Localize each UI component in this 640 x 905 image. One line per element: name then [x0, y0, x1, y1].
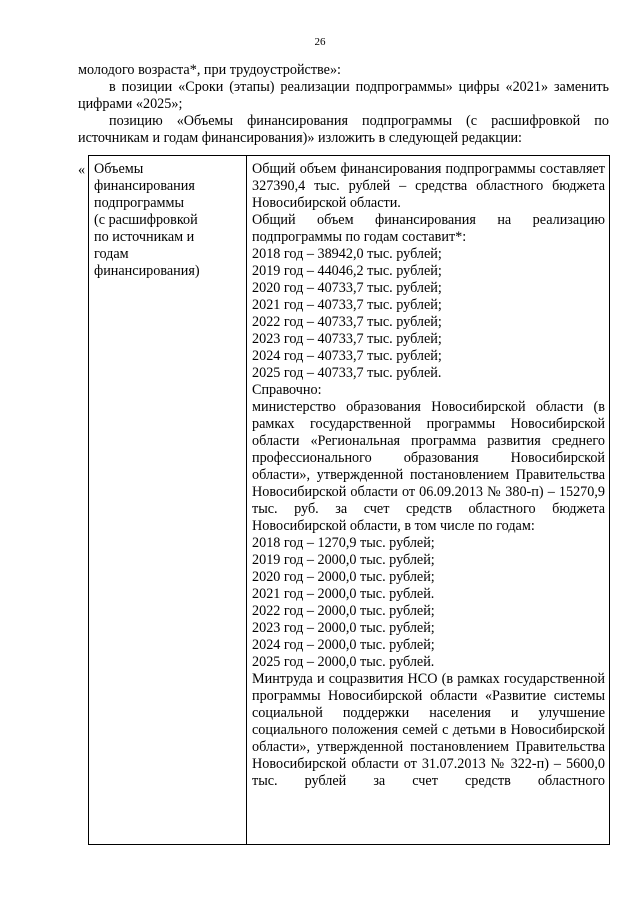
table-row	[89, 156, 610, 845]
page-number: 26	[314, 36, 326, 48]
education-year-line: 2020 год – 2000,0 тыс. рублей;	[252, 569, 435, 585]
by-years-intro: Общий объем финансирования на реализацию подпрограммы по годам составит*:	[252, 212, 605, 245]
education-year-line: 2023 год – 2000,0 тыс. рублей;	[252, 620, 435, 636]
intro-text	[78, 62, 609, 147]
year-line: 2022 год – 40733,7 тыс. рублей;	[252, 314, 442, 330]
position-name-line: (с расшифровкой	[94, 212, 198, 228]
position-name-line: подпрограммы	[94, 195, 184, 211]
intro-line-2: в позиции «Сроки (этапы) реализации подпрограммы» цифры «2021» заменить цифрами «2025»;	[78, 79, 609, 112]
year-line: 2023 год – 40733,7 тыс. рублей;	[252, 331, 442, 347]
education-year-line: 2022 год – 2000,0 тыс. рублей;	[252, 603, 435, 619]
intro-line-3: позицию «Объемы финансирования подпрограммы (с расшифровкой по источникам и годам финансирования)» изложить в следующей редакции:	[78, 113, 609, 146]
position-name-line: Объемы	[94, 161, 144, 177]
education-year-line: 2018 год – 1270,9 тыс. рублей;	[252, 535, 435, 551]
financing-details-cell	[247, 156, 610, 845]
intro-line-1: молодого возраста*, при трудоустройстве»:	[78, 62, 341, 78]
year-line: 2018 год – 38942,0 тыс. рублей;	[252, 246, 442, 262]
position-name-line: годам	[94, 246, 129, 262]
ministry-education-text: министерство образования Новосибирской области (в рамках государственной программы Новосибирской области «Региональная программа развития среднего профессионального образования Новосибирской области», утвержденной постановлением Правительства Новосибирской области от 06.09.2013 № 380-п) – 15270,9 тыс. руб. за счет средств областного бюджета Новосибирской области, в том числе по годам:	[252, 399, 605, 534]
opening-quote-mark: «	[78, 162, 86, 178]
position-name-line: финансирования	[94, 178, 195, 194]
mintrud-text: Минтруда и соцразвития НСО (в рамках государственной программы Новосибирской области «Развитие системы социальной поддержки населения и улучшение социального положения семей с детьми в Новосибирской области», утвержденной постановлением Правительства Новосибирской области от 31.07.2013 № 322-п) – 5600,0 тыс. рублей за счет средств областного	[252, 671, 605, 789]
education-year-line: 2025 год – 2000,0 тыс. рублей.	[252, 654, 435, 670]
position-name-line: по источникам и	[94, 229, 195, 245]
year-line: 2024 год – 40733,7 тыс. рублей;	[252, 348, 442, 364]
year-line: 2020 год – 40733,7 тыс. рублей;	[252, 280, 442, 296]
financing-table	[88, 155, 610, 845]
year-line: 2019 год – 44046,2 тыс. рублей;	[252, 263, 442, 279]
education-year-line: 2021 год – 2000,0 тыс. рублей.	[252, 586, 435, 602]
education-year-line: 2024 год – 2000,0 тыс. рублей;	[252, 637, 435, 653]
total-financing-text: Общий объем финансирования подпрограммы составляет 327390,4 тыс. рублей – средства областного бюджета Новосибирской области.	[252, 161, 605, 211]
year-line: 2021 год – 40733,7 тыс. рублей;	[252, 297, 442, 313]
position-name-cell	[89, 156, 247, 845]
position-name-line: финансирования)	[94, 263, 200, 279]
education-year-line: 2019 год – 2000,0 тыс. рублей;	[252, 552, 435, 568]
reference-label: Справочно:	[252, 382, 322, 398]
year-line: 2025 год – 40733,7 тыс. рублей.	[252, 365, 442, 381]
